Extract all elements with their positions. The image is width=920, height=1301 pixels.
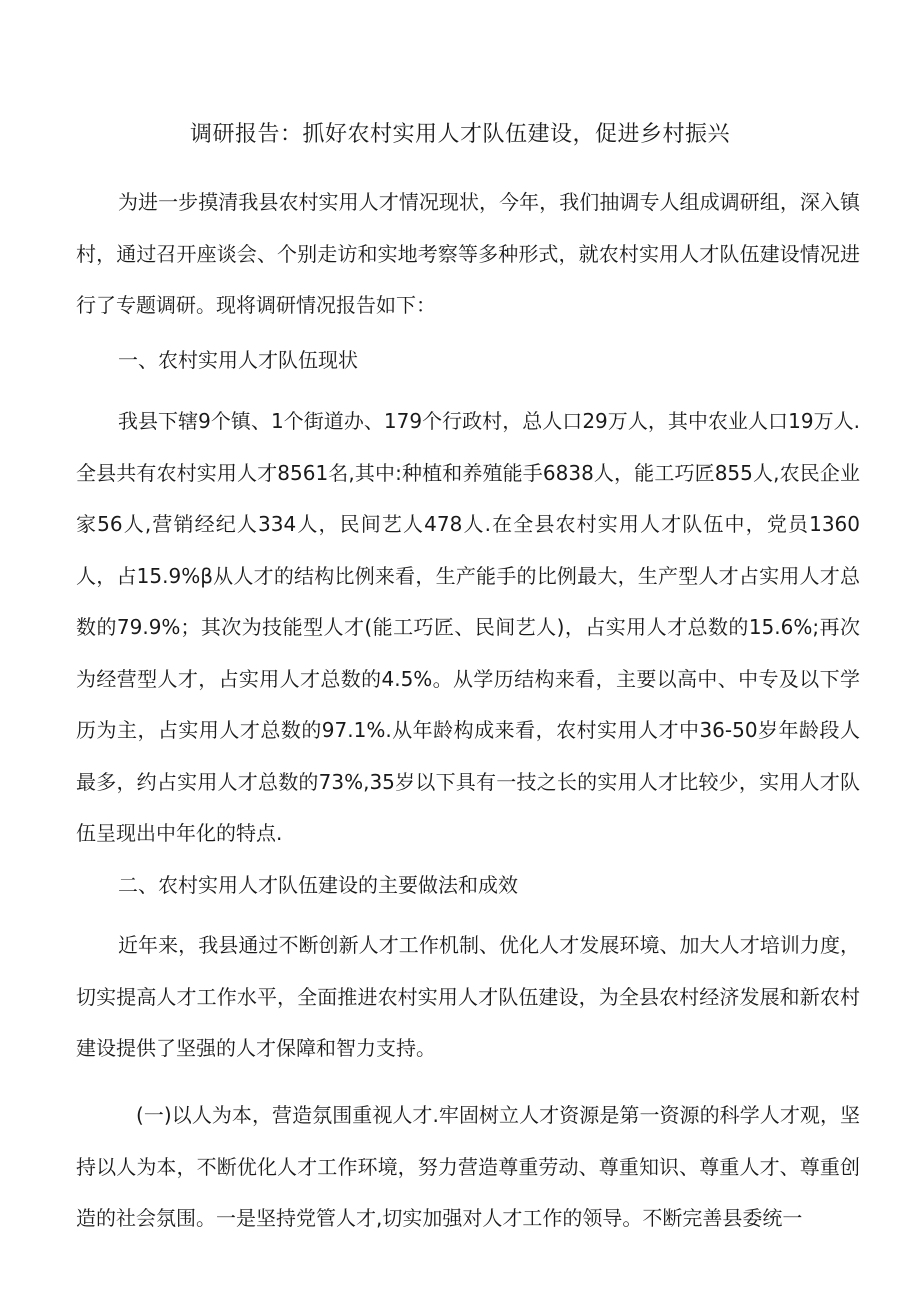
subsection-1-paragraph: (一)以人为本，营造氛围重视人才.牢固树立人才资源是第一资源的科学人才观，坚持以人为本，不断优化人才工作环境，努力营造尊重劳动、尊重知识、尊重人才、尊重创造的社会氛围。一是坚持党管人才,切实加强对人才工作的领导。不断完善县委统一 (76, 1103, 860, 1230)
intro-paragraph: 为进一步摸清我县农村实用人才情况现状，今年，我们抽调专人组成调研组，深入镇村，通过召开座谈会、个别走访和实地考察等多种形式，就农村实用人才队伍建设情况进行了专题调研。现将调研情况报告如下： (76, 190, 860, 317)
section-2-paragraph: 近年来，我县通过不断创新人才工作机制、优化人才发展环境、加大人才培训力度，切实提高人才工作水平，全面推进农村实用人才队伍建设，为全县农村经济发展和新农村建设提供了坚强的人才保障和智力支持。 (76, 933, 860, 1060)
section-heading-2: 二、农村实用人才队伍建设的主要做法和成效 (118, 873, 518, 897)
section-heading-1: 一、农村实用人才队伍现状 (118, 348, 358, 372)
section-1-paragraph: 我县下辖9个镇、1个街道办、179个行政村，总人口29万人，其中农业人口19万人.全县共有农村实用人才8561名,其中:种植和养殖能手6838人，能工巧匠855人,农民企业家56人,营销经纪人334人，民间艺人478人.在全县农村实用人才队伍中，党员1360人，占15.9%β从人才的结构比例来看，生产能手的比例最大，生产型人才占实用人才总数的79.9%；其次为技能型人才(能工巧匠、民间艺人)，占实用人才总数的15.6%;再次为经营型人才，占实用人才总数的4.5%。从学历结构来看，主要以高中、中专及以下学历为主，占实用人才总数的97.1%.从年龄构成来看，农村实用人才中36-50岁年龄段人最多，约占实用人才总数的73%,35岁以下具有一技之长的实用人才比较少，实用人才队伍呈现出中年化的特点. (76, 409, 860, 845)
document-title: 调研报告：抓好农村实用人才队伍建设，促进乡村振兴 (189, 122, 730, 147)
